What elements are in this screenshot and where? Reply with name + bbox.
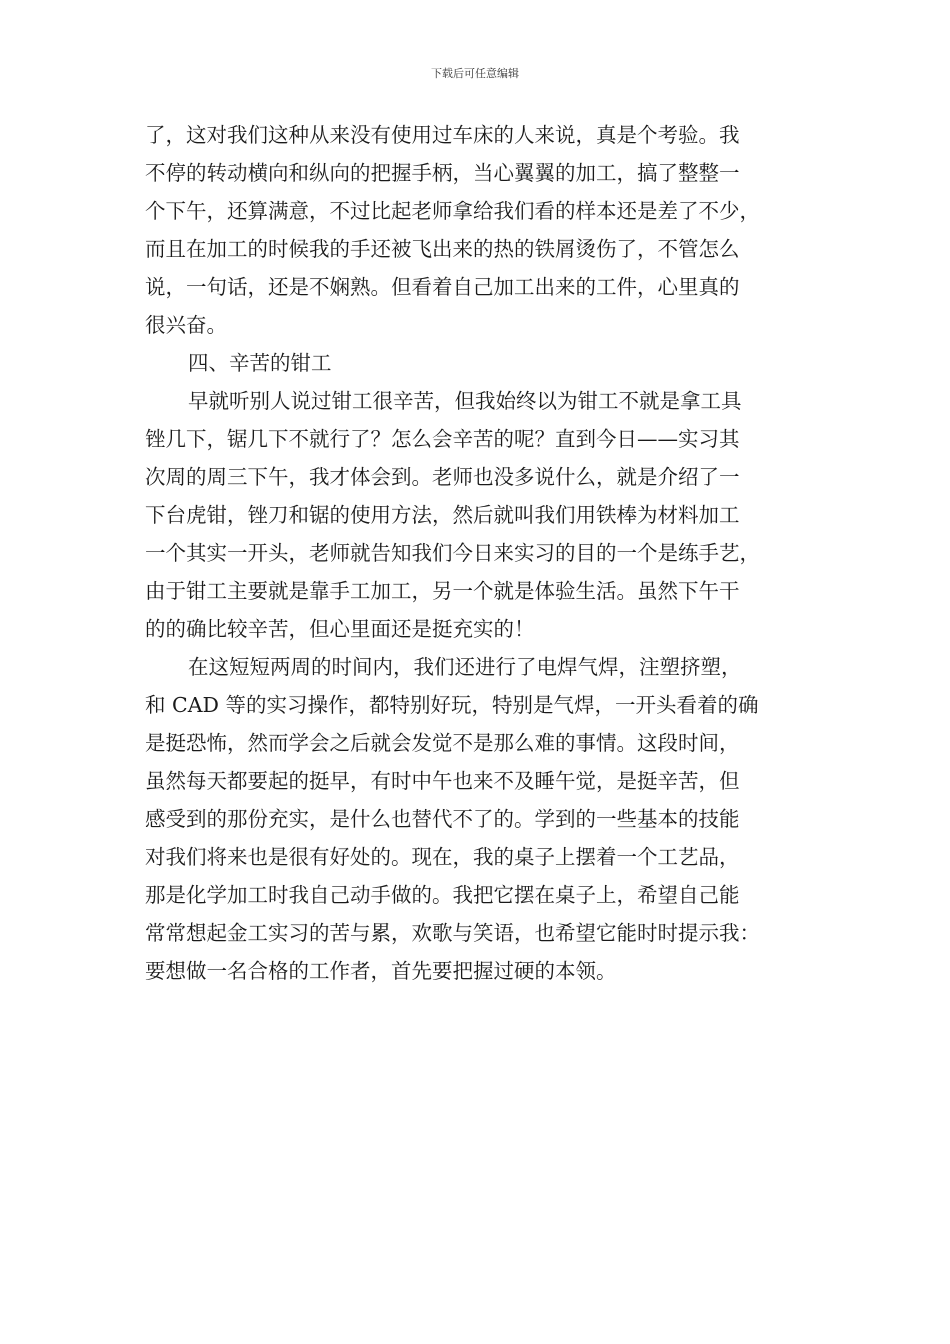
text-line: 早就听别人说过钳工很辛苦，但我始终以为钳工不就是拿工具 xyxy=(188,389,742,413)
text-line: 锉几下，锯几下不就行了？怎么会辛苦的呢？直到今日——实习其 xyxy=(145,427,740,451)
text-line: 而且在加工的时候我的手还被飞出来的热的铁屑烫伤了，不管怎么 xyxy=(145,237,740,261)
text-line: 那是化学加工时我自己动手做的。我把它摆在桌子上，希望自己能 xyxy=(145,883,740,907)
text-line: 对我们将来也是很有好处的。现在，我的桌子上摆着一个工艺品， xyxy=(145,845,740,869)
text-line: 一个其实一开头，老师就告知我们今日来实习的目的一个是练手艺， xyxy=(145,541,760,565)
text-line: 虽然每天都要起的挺早，有时中午也来不及睡午觉，是挺辛苦，但 xyxy=(145,769,740,793)
text-line: 不停的转动横向和纵向的把握手柄，当心翼翼的加工，搞了整整一 xyxy=(145,161,740,185)
text-line: 下台虎钳，锉刀和锯的使用方法，然后就叫我们用铁棒为材料加工 xyxy=(145,503,740,527)
text-line: 了，这对我们这种从来没有使用过车床的人来说，真是个考验。我 xyxy=(145,123,740,147)
text-line: 和 CAD 等的实习操作，都特别好玩，特别是气焊，一开头看着的确 xyxy=(145,693,759,717)
page-header: 下载后可任意编辑 xyxy=(431,67,519,80)
text-line: 次周的周三下午，我才体会到。老师也没多说什么，就是介绍了一 xyxy=(145,465,740,489)
text-line: 说，一句话，还是不娴熟。但看着自己加工出来的工件，心里真的 xyxy=(145,275,740,299)
section-heading: 四、辛苦的钳工 xyxy=(188,351,332,375)
text-line: 个下午，还算满意，不过比起老师拿给我们看的样本还是差了不少， xyxy=(145,199,760,223)
text-line: 常常想起金工实习的苦与累，欢歌与笑语，也希望它能时时提示我： xyxy=(145,921,760,945)
text-line: 的的确比较辛苦，但心里面还是挺充实的！ xyxy=(145,617,535,641)
text-line: 是挺恐怖，然而学会之后就会发觉不是那么难的事情。这段时间， xyxy=(145,731,740,755)
text-line: 由于钳工主要就是靠手工加工，另一个就是体验生活。虽然下午干 xyxy=(145,579,740,603)
text-line: 要想做一名合格的工作者，首先要把握过硬的本领。 xyxy=(145,959,617,983)
text-line: 感受到的那份充实，是什么也替代不了的。学到的一些基本的技能 xyxy=(145,807,740,831)
text-line: 在这短短两周的时间内，我们还进行了电焊气焊，注塑挤塑， xyxy=(188,655,742,679)
text-line: 很兴奋。 xyxy=(145,313,227,337)
document-body xyxy=(145,116,835,990)
